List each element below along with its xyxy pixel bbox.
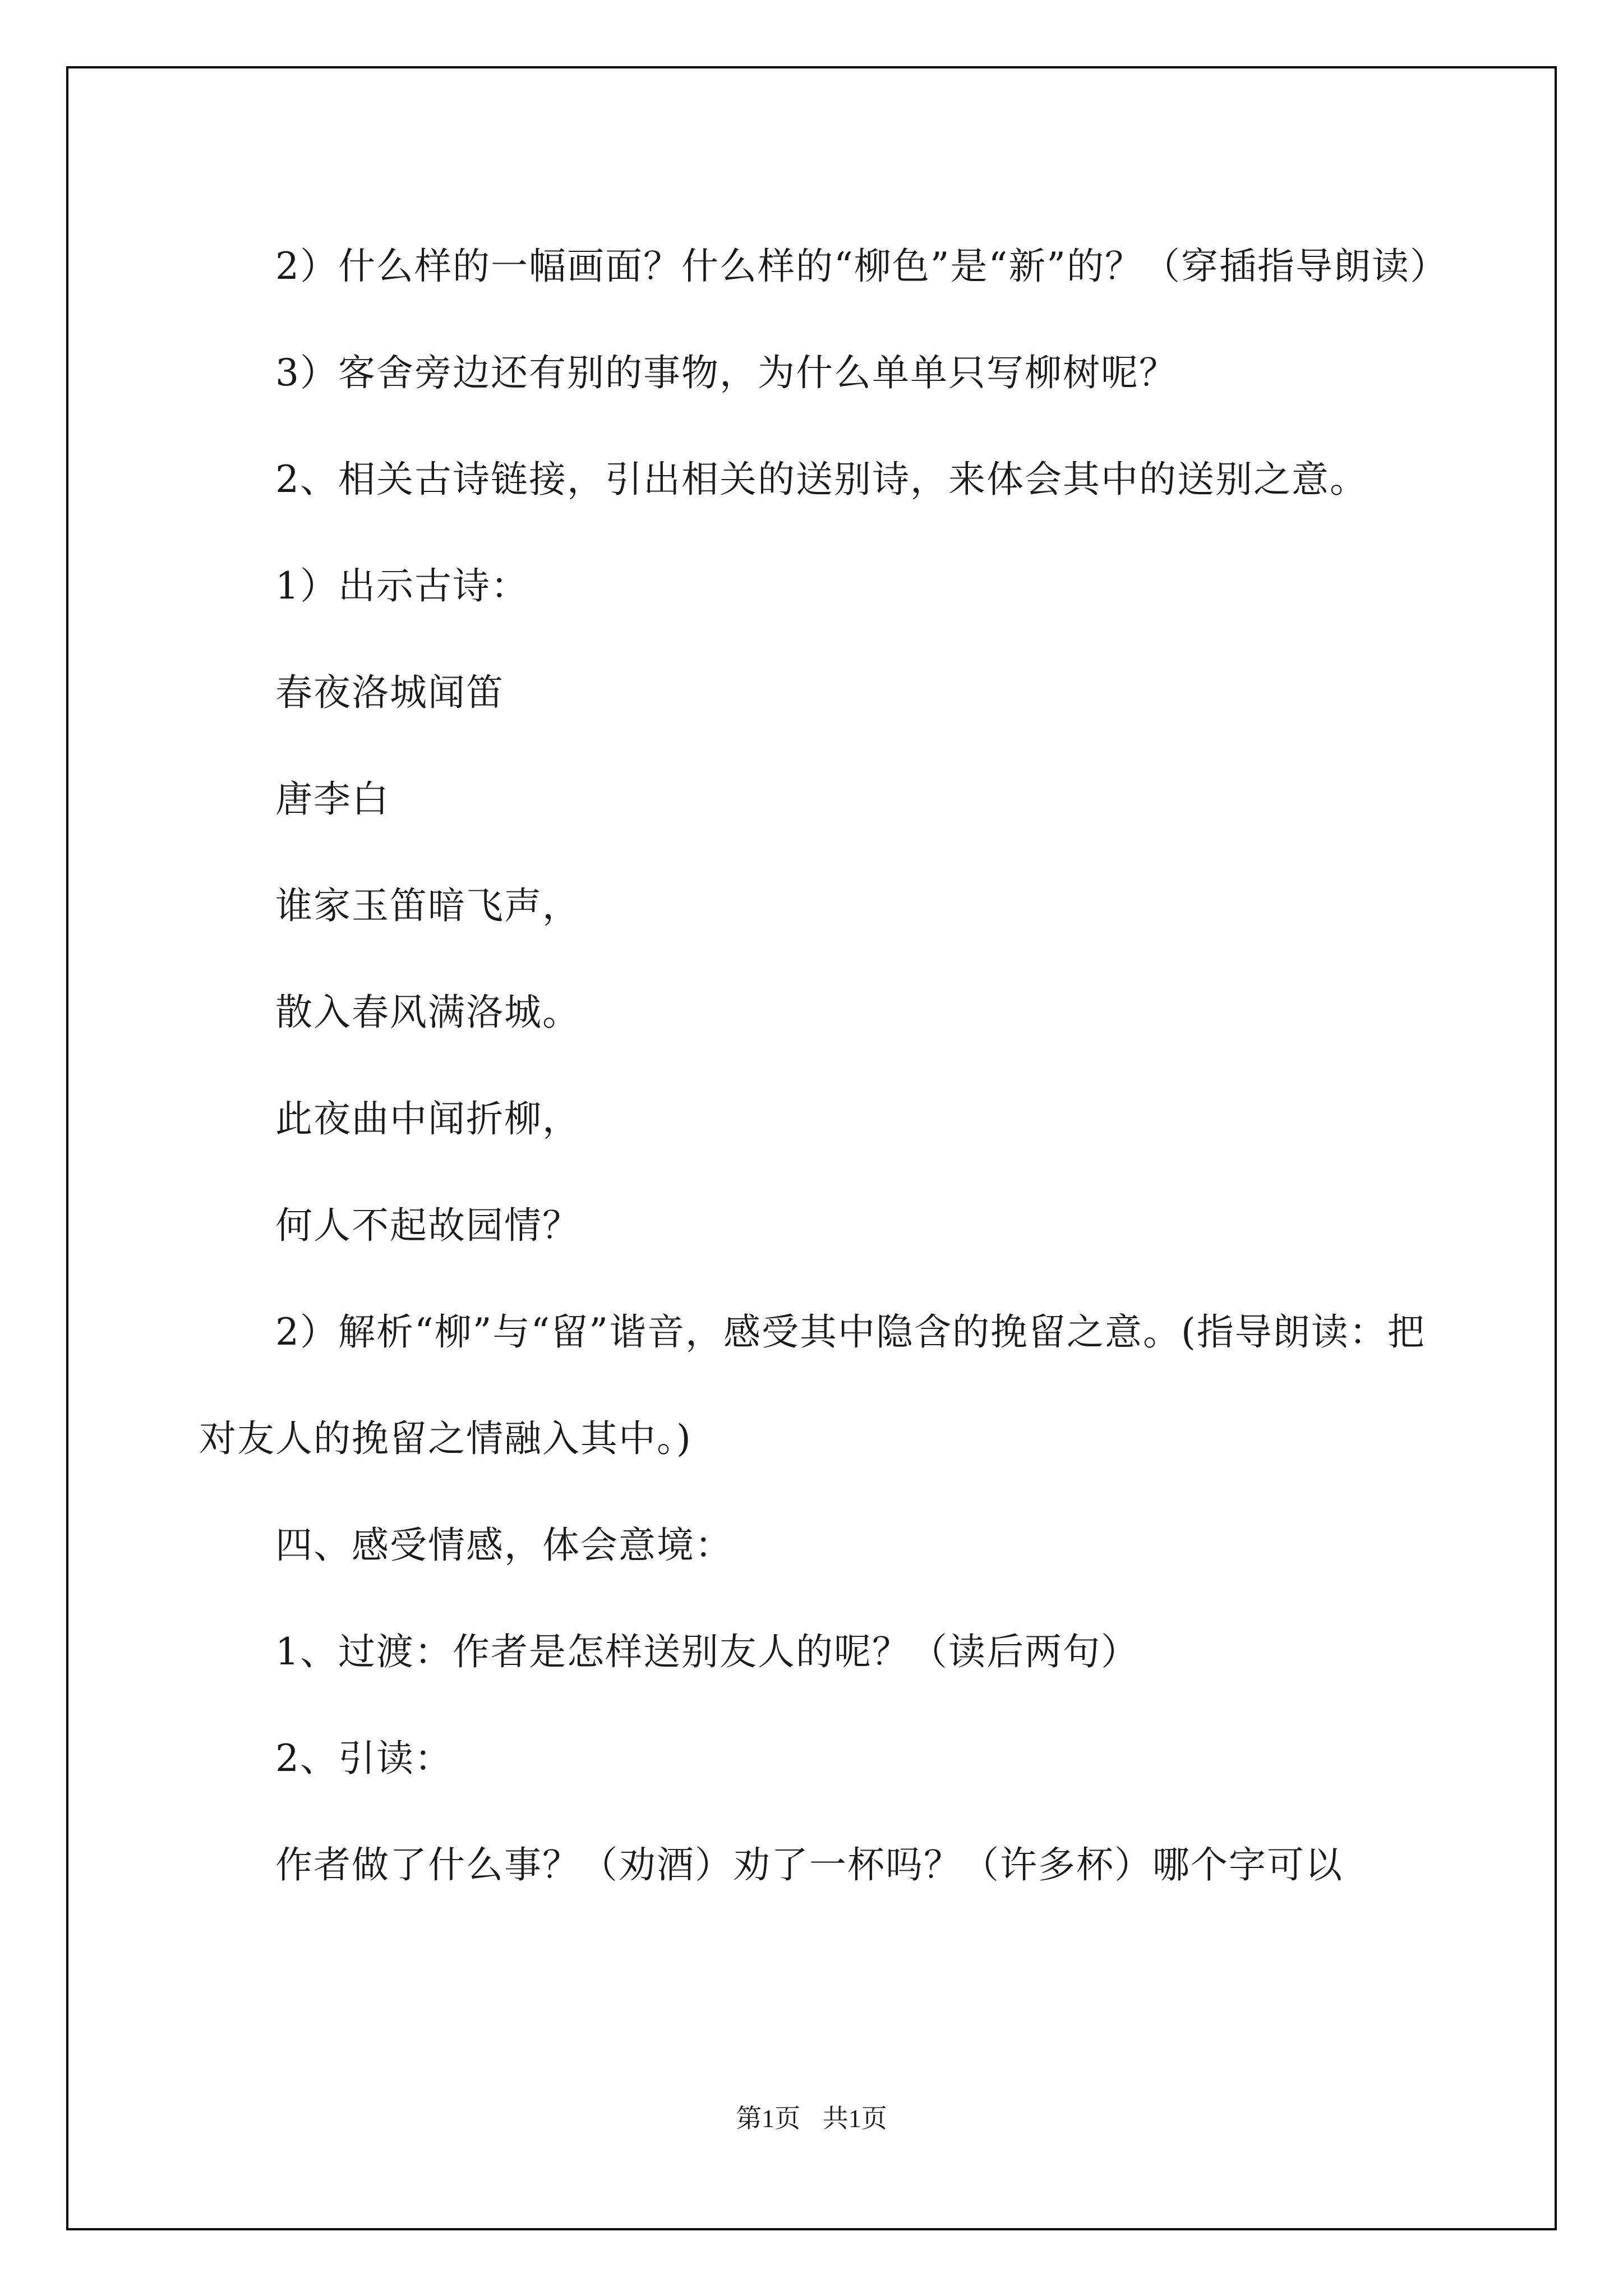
paragraph: 作者做了什么事？（劝酒）劝了一杯吗？（许多杯）哪个字可以 xyxy=(199,1843,1343,1887)
paragraph: 2、引读： xyxy=(199,1737,453,1780)
paragraph: 2）解析“柳”与“留”谐音，感受其中隐含的挽留之意。(指导朗读：把对友人的挽留之情融入其中。) xyxy=(199,1310,1426,1460)
poem-author: 唐李白 xyxy=(199,777,390,821)
poem-line: 谁家玉笛暗飞声， xyxy=(199,884,580,927)
paragraph: 1）出示古诗： xyxy=(199,564,529,608)
section-heading: 四、感受情感，体会意境： xyxy=(199,1524,733,1567)
paragraph: 2）什么样的一幅画面？什么样的“柳色”是“新”的？（穿插指导朗读） xyxy=(199,245,1448,288)
paragraph: 1、过渡：作者是怎样送别友人的呢？（读后两句） xyxy=(199,1630,1139,1673)
page-total: 共1页 xyxy=(822,2104,887,2133)
paragraph: 3）客舍旁边还有别的事物，为什么单单只写柳树呢？ xyxy=(199,351,1177,394)
poem-line: 此夜曲中闻折柳， xyxy=(199,1097,580,1140)
document-body xyxy=(199,213,1461,1918)
poem-line: 散入春风满洛城。 xyxy=(199,991,580,1034)
page-number: 第1页 xyxy=(736,2104,801,2133)
page-footer xyxy=(0,2098,1623,2135)
poem-line: 何人不起故园情？ xyxy=(199,1204,580,1247)
poem-title: 春夜洛城闻笛 xyxy=(199,671,504,714)
paragraph: 2、相关古诗链接，引出相关的送别诗，来体会其中的送别之意。 xyxy=(199,458,1368,501)
